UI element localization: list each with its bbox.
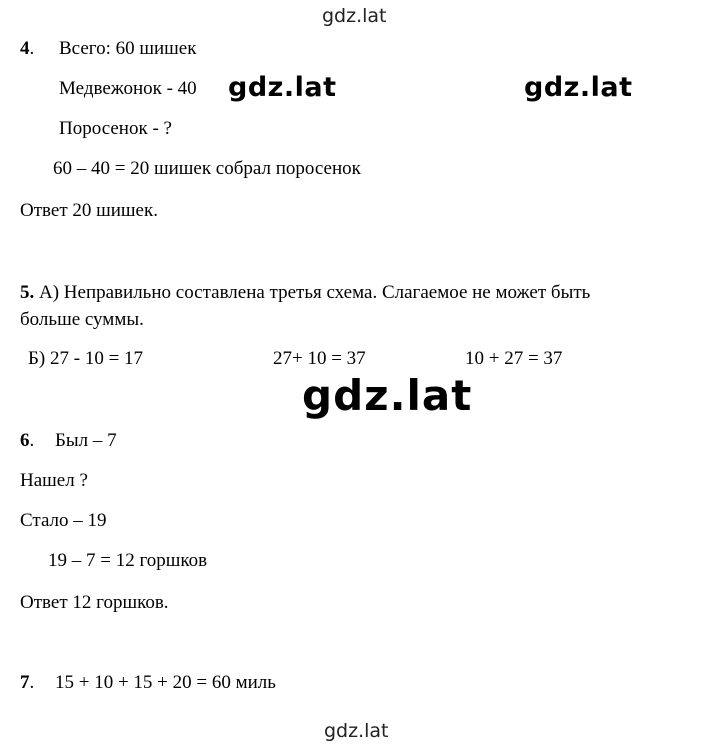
watermark-bottom: gdz.lat	[324, 720, 389, 742]
task4-total: Всего: 60 шишек	[59, 38, 197, 59]
task7-equation: 15 + 10 + 15 + 20 = 60 миль	[55, 672, 276, 693]
task7-number: 7.	[20, 672, 35, 693]
task6-equation: 19 – 7 = 12 горшков	[48, 550, 208, 571]
task5-line1: 5. А) Неправильно составлена третья схема. Слагаемое не может быть	[20, 282, 591, 303]
task6-number: 6.	[20, 430, 35, 451]
task6-was: Был – 7	[55, 430, 117, 451]
task6-answer: Ответ 12 горшков.	[20, 592, 169, 613]
task6-became: Стало – 19	[20, 510, 107, 531]
task4-pig: Поросенок - ?	[59, 118, 172, 139]
watermark-mid-right: gdz.lat	[524, 72, 633, 103]
task5-line2: больше суммы.	[20, 309, 144, 330]
task4-equation: 60 – 40 = 20 шишек собрал поросенок	[53, 158, 361, 179]
task5-eq1: Б) 27 - 10 = 17	[28, 348, 144, 369]
task6-found: Нашел ?	[20, 470, 88, 491]
task5-eq2: 27+ 10 = 37	[273, 348, 366, 369]
task4-bear: Медвежонок - 40	[59, 78, 197, 99]
task5-eq3: 10 + 27 = 37	[465, 348, 563, 369]
task4-number: 4.	[20, 38, 35, 59]
watermark-center: gdz.lat	[302, 371, 473, 420]
watermark-mid-left: gdz.lat	[228, 72, 337, 103]
watermark-top: gdz.lat	[322, 5, 387, 27]
task4-answer: Ответ 20 шишек.	[20, 200, 158, 221]
